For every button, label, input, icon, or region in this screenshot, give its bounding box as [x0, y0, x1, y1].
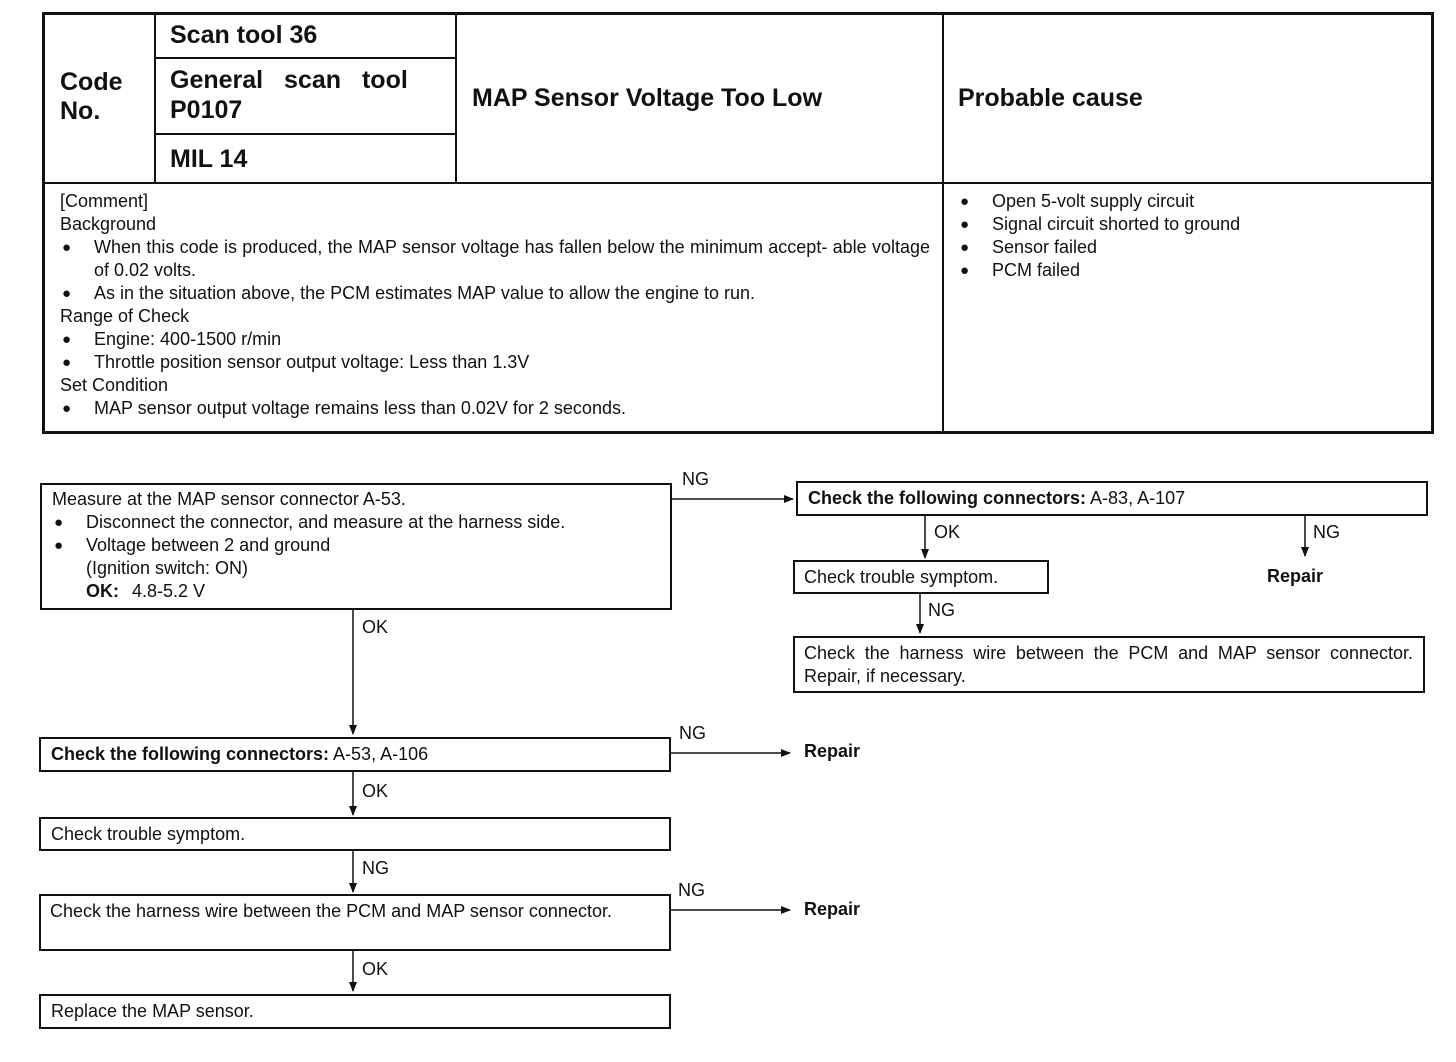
ok-label: OK: [362, 617, 389, 637]
list-item: ● Disconnect the connector, and measure at the harness side.: [52, 511, 662, 534]
comment-heading: [Comment]: [60, 191, 149, 211]
list-item: ● Engine: 400-1500 r/min: [60, 328, 930, 351]
list-item: ● When this code is produced, the MAP sensor voltage has fallen below the minimum accept- able voltage of 0.02 volts.: [60, 236, 930, 282]
check-symptom-text: Check trouble symptom.: [804, 567, 999, 587]
ng-label: NG: [678, 880, 705, 900]
set-condition-label: Set Condition: [60, 375, 169, 395]
ng-label: NG: [928, 600, 955, 620]
replace-text: Replace the MAP sensor.: [51, 1001, 254, 1021]
ok-label: OK: [362, 781, 389, 801]
harness-text: Check the harness wire between the PCM and MAP sensor connector. Repair, if necessary.: [804, 643, 1413, 686]
check-connectors-left-box: [39, 737, 671, 772]
repair-label: Repair: [804, 899, 861, 919]
check-connectors-right-box: [796, 481, 1428, 516]
list-item: ● Signal circuit shorted to ground: [958, 213, 1418, 236]
replace-sensor-box: [39, 994, 671, 1029]
ok-value: 4.8-5.2 V: [132, 581, 206, 601]
list-item: ● As in the situation above, the PCM estimates MAP value to allow the engine to run.: [60, 282, 930, 305]
list-item: ● Sensor failed: [958, 236, 1418, 259]
repair-label: Repair: [1267, 566, 1324, 586]
harness-left-box: [39, 894, 671, 951]
ng-label: NG: [362, 858, 389, 878]
list-item: ● PCM failed: [958, 259, 1418, 282]
range-label: Range of Check: [60, 306, 190, 326]
check-symptom-left-box: [39, 817, 671, 851]
probable-cause-title: Probable cause: [958, 84, 1143, 112]
ng-label: NG: [682, 469, 709, 489]
background-label: Background: [60, 214, 157, 234]
code-no-label: Code No.: [60, 68, 123, 125]
check-symptom-text: Check trouble symptom.: [51, 824, 246, 844]
measure-ok-spec: [52, 580, 662, 603]
mil-code: MIL 14: [170, 145, 248, 173]
ng-label: NG: [1313, 522, 1340, 542]
dtc-title: MAP Sensor Voltage Too Low: [472, 84, 823, 112]
repair-label: Repair: [804, 741, 861, 761]
general-scan-tool-code: P0107: [170, 96, 243, 124]
list-item: ● Voltage between 2 and ground: [52, 534, 662, 557]
ok-label: OK:: [86, 581, 119, 601]
check-connectors-label: Check the following connectors:: [51, 744, 330, 764]
check-connectors-label: Check the following connectors:: [808, 488, 1087, 508]
list-item: ● MAP sensor output voltage remains less than 0.02V for 2 seconds.: [60, 397, 930, 420]
measure-step-box: [40, 483, 672, 610]
measure-sub: (Ignition switch: ON): [86, 558, 249, 578]
ok-label: OK: [362, 959, 389, 979]
harness-right-box: [793, 636, 1425, 693]
scan-tool-code: Scan tool 36: [170, 21, 318, 49]
check-connectors-value: A-83, A-107: [1090, 488, 1186, 508]
measure-title: Measure at the MAP sensor connector A-53.: [52, 489, 406, 509]
ok-label: OK: [934, 522, 961, 542]
list-item: ● Open 5-volt supply circuit: [958, 190, 1418, 213]
check-connectors-value: A-53, A-106: [333, 744, 429, 764]
ng-label: NG: [679, 723, 706, 743]
check-symptom-right-box: [793, 560, 1049, 594]
list-item: ● Throttle position sensor output voltage: Less than 1.3V: [60, 351, 930, 374]
harness-text: Check the harness wire between the PCM and MAP sensor connector.: [50, 901, 612, 921]
general-scan-tool-label: General scan tool: [170, 66, 408, 94]
